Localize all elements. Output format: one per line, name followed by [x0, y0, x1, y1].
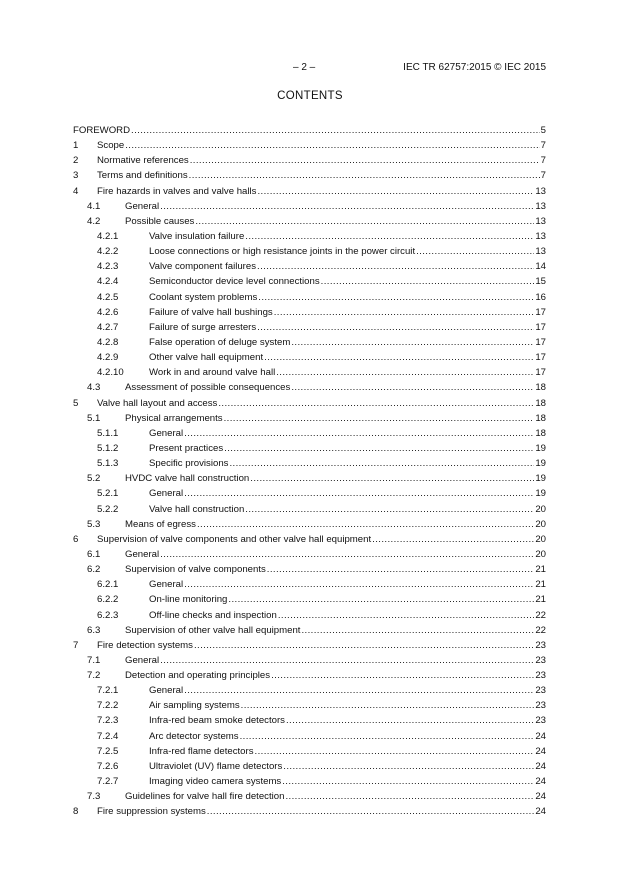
toc-entry-title: Ultraviolet (UV) flame detectors [149, 759, 283, 774]
toc-entry-title: Valve component failures [149, 259, 257, 274]
toc-entry-number: 5.2.1 [97, 488, 119, 500]
toc-entry[interactable] [73, 668, 546, 683]
toc-entry-line [149, 774, 546, 789]
toc-entry-page: 24 [534, 789, 546, 804]
toc-entry-line [149, 290, 546, 305]
toc-entry[interactable] [73, 365, 546, 380]
toc-entry-number: 6 [73, 533, 79, 545]
dot-leader [160, 547, 534, 562]
toc-entry-page: 18 [534, 380, 546, 395]
dot-leader [282, 774, 534, 789]
toc-entry[interactable] [73, 653, 546, 668]
toc-entry-line [97, 396, 546, 411]
toc-entry-title: Guidelines for valve hall fire detection [125, 789, 285, 804]
toc-entry[interactable] [73, 532, 546, 547]
toc-entry-page: 18 [534, 426, 546, 441]
dot-leader [189, 168, 540, 183]
toc-entry-page: 14 [534, 259, 546, 274]
toc-entry-number: 2 [73, 155, 79, 167]
toc-entry[interactable] [73, 138, 546, 153]
toc-entry-page: 23 [534, 653, 546, 668]
toc-entry[interactable] [73, 683, 546, 698]
toc-entry-title: Fire suppression systems [97, 804, 207, 819]
toc-entry-page: 13 [534, 229, 546, 244]
toc-entry-page: 19 [534, 456, 546, 471]
toc-entry-line [149, 350, 546, 365]
toc-entry-number: 4 [73, 185, 79, 197]
dot-leader [372, 532, 534, 547]
toc-entry-title: Fire detection systems [97, 638, 194, 653]
toc-entry[interactable] [73, 274, 546, 289]
toc-entry-number: 7.2 [87, 670, 101, 682]
toc-entry[interactable] [73, 244, 546, 259]
dot-leader [241, 698, 535, 713]
dot-leader [194, 638, 534, 653]
toc-entry-line [149, 683, 546, 698]
toc-entry-page: 23 [534, 683, 546, 698]
toc-entry-number: 4.2.9 [97, 352, 119, 364]
toc-entry-number: 7.3 [87, 791, 101, 803]
dot-leader [264, 350, 534, 365]
toc-entry-line [149, 729, 546, 744]
toc-entry-page: 18 [534, 396, 546, 411]
toc-entry-title: Present practices [149, 441, 224, 456]
toc-entry-line [73, 123, 546, 138]
toc-entry-line [149, 426, 546, 441]
toc-entry[interactable] [73, 471, 546, 486]
toc-entry-title: Supervision of other valve hall equipment [125, 623, 301, 638]
dot-leader [257, 320, 534, 335]
toc-entry-page: 23 [534, 698, 546, 713]
dot-leader [160, 653, 534, 668]
toc-entry[interactable] [73, 562, 546, 577]
toc-entry-title: Supervision of valve components and other valve hall equipment [97, 532, 372, 547]
toc-entry[interactable] [73, 759, 546, 774]
page-title: CONTENTS [277, 90, 343, 102]
toc-entry-page: 13 [534, 244, 546, 259]
toc-entry-line [97, 804, 546, 819]
toc-entry-title: General [149, 577, 184, 592]
toc-entry[interactable] [73, 713, 546, 728]
toc-entry[interactable] [73, 517, 546, 532]
toc-entry[interactable] [73, 396, 546, 411]
dot-leader [229, 456, 534, 471]
toc-entry-title: Infra-red flame detectors [149, 744, 255, 759]
toc-entry-number: 6.3 [87, 624, 101, 636]
toc-entry-number: 6.1 [87, 548, 101, 560]
dot-leader [245, 229, 534, 244]
toc-entry-line [149, 713, 546, 728]
toc-entry-number: 7.2.6 [97, 760, 119, 772]
toc-entry-page: 24 [534, 759, 546, 774]
toc-entry-page: 22 [534, 608, 546, 623]
toc-entry[interactable] [73, 744, 546, 759]
toc-entry[interactable] [73, 729, 546, 744]
toc-entry-line [125, 380, 546, 395]
toc-entry-page: 13 [534, 184, 546, 199]
toc-entry-line [97, 638, 546, 653]
toc-entry-title: HVDC valve hall construction [125, 471, 250, 486]
toc-entry-title: Supervision of valve components [125, 562, 267, 577]
toc-entry-line [149, 274, 546, 289]
toc-entry-page: 17 [534, 305, 546, 320]
dot-leader [274, 305, 535, 320]
toc-entry-line [149, 759, 546, 774]
toc-entry-title: General [125, 199, 160, 214]
toc-entry-line [97, 184, 546, 199]
toc-entry-number: 4.2.6 [97, 306, 119, 318]
toc-entry-title: General [149, 683, 184, 698]
toc-entry-line [149, 502, 546, 517]
toc-entry[interactable] [73, 638, 546, 653]
toc-entry[interactable] [73, 774, 546, 789]
dot-leader [125, 138, 539, 153]
toc-entry[interactable] [73, 335, 546, 350]
toc-entry-number: 4.2.4 [97, 276, 119, 288]
toc-entry-line [125, 668, 546, 683]
toc-entry-title: Possible causes [125, 214, 195, 229]
toc-entry[interactable] [73, 153, 546, 168]
toc-entry-number: 4.1 [87, 200, 101, 212]
toc-entry-title: False operation of deluge system [149, 335, 291, 350]
toc-entry-number: 5.3 [87, 518, 101, 530]
toc-entry-number: 6.2.1 [97, 579, 119, 591]
toc-entry-number: 7 [73, 639, 79, 651]
toc-entry-page: 20 [534, 502, 546, 517]
toc-entry-number: 4.2.8 [97, 336, 119, 348]
toc-entry-number: 7.1 [87, 654, 101, 666]
toc-entry-page: 7 [540, 138, 546, 153]
toc-entry-number: 4.2.5 [97, 291, 119, 303]
toc-entry-title: Valve hall construction [149, 502, 245, 517]
toc-entry-number: 4.2.2 [97, 246, 119, 258]
dot-leader [257, 184, 534, 199]
toc-entry-line [149, 320, 546, 335]
toc-entry-line [149, 244, 546, 259]
toc-entry[interactable] [73, 229, 546, 244]
dot-leader [190, 153, 540, 168]
toc-entry-title: Infra-red beam smoke detectors [149, 713, 286, 728]
toc-entry-title: General [149, 486, 184, 501]
dot-leader [255, 744, 535, 759]
toc-entry-page: 17 [534, 335, 546, 350]
toc-entry[interactable] [73, 623, 546, 638]
toc-entry-title: Coolant system problems [149, 290, 258, 305]
toc-entry-page: 23 [534, 638, 546, 653]
dot-leader [258, 290, 534, 305]
toc-entry-page: 18 [534, 411, 546, 426]
toc-entry[interactable] [73, 577, 546, 592]
dot-leader [245, 502, 534, 517]
toc-entry-page: 19 [534, 471, 546, 486]
dot-leader [285, 789, 534, 804]
toc-entry-page: 16 [534, 290, 546, 305]
table-of-contents [73, 123, 546, 819]
toc-entry-title: Normative references [97, 153, 190, 168]
toc-entry[interactable] [73, 168, 546, 183]
toc-entry-title: On-line monitoring [149, 592, 228, 607]
toc-entry[interactable] [73, 456, 546, 471]
toc-entry-line [149, 259, 546, 274]
toc-entry-title: Arc detector systems [149, 729, 240, 744]
toc-entry-number: 4.2 [87, 215, 101, 227]
toc-entry-title: Other valve hall equipment [149, 350, 264, 365]
toc-entry-number: 7.2.5 [97, 745, 119, 757]
dot-leader [271, 668, 534, 683]
dot-leader [291, 335, 534, 350]
page-number: – 2 – [293, 62, 316, 73]
toc-entry-number: 7.2.2 [97, 700, 119, 712]
toc-entry[interactable] [73, 305, 546, 320]
toc-entry-page: 21 [534, 577, 546, 592]
toc-entry-line [149, 744, 546, 759]
toc-entry[interactable] [73, 441, 546, 456]
dot-leader [267, 562, 535, 577]
toc-entry-number: 7.2.1 [97, 685, 119, 697]
toc-entry-line [97, 153, 546, 168]
toc-entry-number: 1 [73, 140, 79, 152]
toc-entry-title: General [149, 426, 184, 441]
toc-entry-line [125, 562, 546, 577]
toc-entry-page: 21 [534, 562, 546, 577]
toc-entry[interactable] [73, 199, 546, 214]
toc-entry-number: 4.2.3 [97, 261, 119, 273]
toc-entry-number: 7.2.3 [97, 715, 119, 727]
toc-entry-number: 8 [73, 806, 79, 818]
toc-entry-title: General [125, 547, 160, 562]
toc-entry-line [125, 471, 546, 486]
toc-entry-line [97, 532, 546, 547]
toc-entry-line [125, 517, 546, 532]
toc-entry-page: 7 [540, 168, 546, 183]
toc-entry-title: Valve insulation failure [149, 229, 245, 244]
toc-entry-title: Assessment of possible consequences [125, 380, 291, 395]
toc-entry-number: 4.2.7 [97, 321, 119, 333]
toc-entry-page: 15 [534, 274, 546, 289]
toc-entry-page: 19 [534, 441, 546, 456]
document-reference: IEC TR 62757:2015 © IEC 2015 [403, 62, 546, 73]
toc-entry-line [125, 623, 546, 638]
toc-entry-line [149, 577, 546, 592]
toc-entry[interactable] [73, 123, 546, 138]
toc-entry-line [149, 441, 546, 456]
toc-entry-number: 3 [73, 170, 79, 182]
toc-entry-number: 5.1.1 [97, 427, 119, 439]
toc-entry-title: Valve hall layout and access [97, 396, 218, 411]
toc-entry-page: 20 [534, 547, 546, 562]
toc-entry-page: 24 [534, 729, 546, 744]
toc-entry-number: 4.2.10 [97, 367, 124, 379]
dot-leader [283, 759, 534, 774]
toc-entry-title: Air sampling systems [149, 698, 241, 713]
toc-entry-page: 13 [534, 199, 546, 214]
toc-entry-number: 5 [73, 397, 79, 409]
toc-entry-page: 7 [540, 153, 546, 168]
toc-entry-line [125, 214, 546, 229]
toc-entry-number: 5.2 [87, 473, 101, 485]
dot-leader [321, 274, 535, 289]
toc-entry-page: 19 [534, 486, 546, 501]
toc-entry[interactable] [73, 502, 546, 517]
toc-entry[interactable] [73, 698, 546, 713]
toc-entry[interactable] [73, 547, 546, 562]
toc-entry-page: 24 [534, 744, 546, 759]
toc-entry-number: 4.3 [87, 382, 101, 394]
toc-entry-number: 7.2.7 [97, 776, 119, 788]
dot-leader [276, 365, 534, 380]
toc-entry-line [97, 138, 546, 153]
toc-entry[interactable] [73, 350, 546, 365]
dot-leader [131, 123, 540, 138]
dot-leader [240, 729, 535, 744]
toc-entry-title: Failure of surge arresters [149, 320, 257, 335]
toc-entry[interactable] [73, 214, 546, 229]
dot-leader [197, 517, 534, 532]
toc-entry[interactable] [73, 184, 546, 199]
toc-entry-page: 20 [534, 532, 546, 547]
toc-entry-title: Physical arrangements [125, 411, 224, 426]
toc-entry-title: Loose connections or high resistance joints in the power circuit [149, 244, 416, 259]
toc-entry-title: Semiconductor device level connections [149, 274, 321, 289]
toc-entry[interactable] [73, 380, 546, 395]
toc-entry-number: 6.2.3 [97, 609, 119, 621]
dot-leader [184, 577, 534, 592]
dot-leader [228, 592, 534, 607]
toc-entry-line [125, 547, 546, 562]
toc-entry-line [149, 456, 546, 471]
toc-entry-line [149, 335, 546, 350]
dot-leader [224, 411, 535, 426]
dot-leader [291, 380, 534, 395]
toc-entry-title: Terms and definitions [97, 168, 189, 183]
toc-entry-title: Fire hazards in valves and valve halls [97, 184, 257, 199]
dot-leader [160, 199, 534, 214]
toc-entry-page: 17 [534, 350, 546, 365]
toc-entry-number: 5.2.2 [97, 503, 119, 515]
toc-entry[interactable] [73, 259, 546, 274]
toc-entry-page: 17 [534, 365, 546, 380]
toc-entry-number: 6.2 [87, 564, 101, 576]
toc-entry-number: 5.1.2 [97, 442, 119, 454]
toc-entry-line [125, 653, 546, 668]
toc-entry-line [97, 168, 546, 183]
toc-entry-page: 23 [534, 668, 546, 683]
toc-entry[interactable] [73, 592, 546, 607]
toc-entry-page: 24 [534, 774, 546, 789]
toc-entry-line [149, 698, 546, 713]
toc-entry-page: 23 [534, 713, 546, 728]
dot-leader [218, 396, 534, 411]
dot-leader [250, 471, 534, 486]
dot-leader [301, 623, 534, 638]
toc-entry-page: 20 [534, 517, 546, 532]
toc-entry-title: Specific provisions [149, 456, 229, 471]
dot-leader [286, 713, 534, 728]
dot-leader [184, 486, 534, 501]
toc-entry-line [125, 199, 546, 214]
toc-entry-title: Failure of valve hall bushings [149, 305, 274, 320]
toc-entry-line [149, 229, 546, 244]
toc-entry[interactable] [73, 411, 546, 426]
dot-leader [278, 608, 535, 623]
toc-entry-title: Imaging video camera systems [149, 774, 282, 789]
toc-entry-line [125, 789, 546, 804]
toc-entry-line [149, 608, 546, 623]
toc-entry-line [149, 592, 546, 607]
dot-leader [224, 441, 534, 456]
toc-entry-title: Scope [97, 138, 125, 153]
toc-entry-number: 5.1 [87, 412, 101, 424]
toc-entry[interactable] [73, 290, 546, 305]
toc-entry[interactable] [73, 804, 546, 819]
toc-entry-number: 5.1.3 [97, 458, 119, 470]
toc-entry-page: 22 [534, 623, 546, 638]
toc-entry-line [149, 486, 546, 501]
toc-entry-page: 13 [534, 214, 546, 229]
toc-entry-title: Work in and around valve hall [149, 365, 276, 380]
toc-entry-number: 6.2.2 [97, 594, 119, 606]
toc-entry-line [149, 365, 546, 380]
toc-entry-page: 5 [540, 123, 546, 138]
toc-entry[interactable] [73, 426, 546, 441]
toc-entry-number: 4.2.1 [97, 230, 119, 242]
toc-entry-title: Off-line checks and inspection [149, 608, 278, 623]
toc-entry-title: FOREWORD [73, 123, 131, 138]
toc-entry-title: General [125, 653, 160, 668]
toc-entry-page: 17 [534, 320, 546, 335]
dot-leader [207, 804, 535, 819]
dot-leader [416, 244, 534, 259]
dot-leader [184, 683, 534, 698]
toc-entry[interactable] [73, 486, 546, 501]
toc-entry[interactable] [73, 320, 546, 335]
toc-entry-title: Detection and operating principles [125, 668, 271, 683]
toc-entry-page: 24 [534, 804, 546, 819]
toc-entry[interactable] [73, 789, 546, 804]
toc-entry[interactable] [73, 608, 546, 623]
toc-entry-line [149, 305, 546, 320]
toc-entry-title: Means of egress [125, 517, 197, 532]
toc-entry-number: 7.2.4 [97, 730, 119, 742]
toc-entry-page: 21 [534, 592, 546, 607]
dot-leader [184, 426, 534, 441]
dot-leader [195, 214, 534, 229]
toc-entry-line [125, 411, 546, 426]
dot-leader [257, 259, 534, 274]
